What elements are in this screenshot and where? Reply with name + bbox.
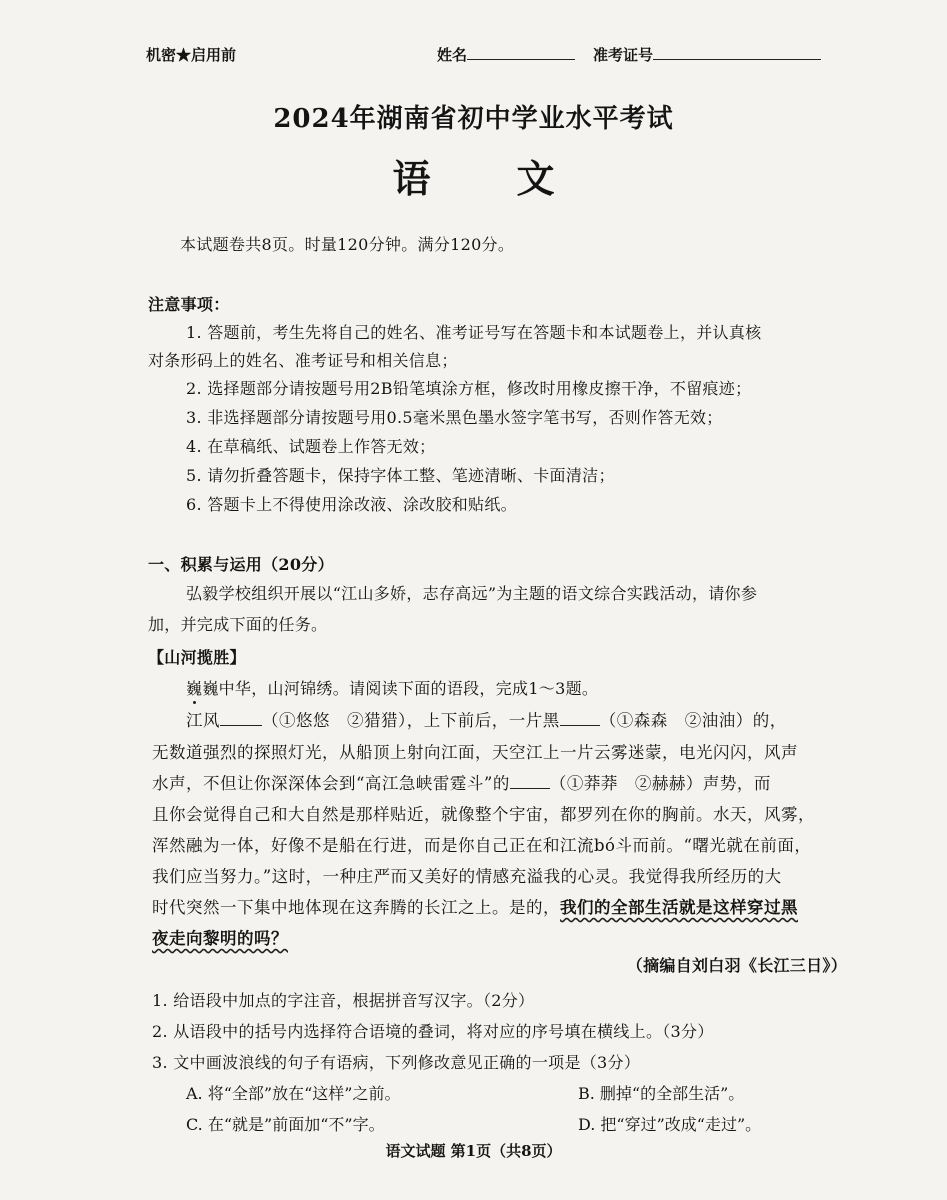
option-b: B. 删掉“的全部生活”。 bbox=[578, 1084, 745, 1103]
passage-source: （摘编自刘白羽《长江三日》） bbox=[626, 956, 847, 975]
exam-info: 本试题卷共8页。时量120分钟。满分120分。 bbox=[180, 235, 515, 254]
question-1: 1. 给语段中加点的字注音，根据拼音写汉字。（2分） bbox=[152, 991, 535, 1010]
name-field bbox=[437, 44, 575, 65]
passage-lead: 巍巍中华，山河锦绣。请阅读下面的语段，完成1～3题。 bbox=[186, 679, 599, 698]
blank-2 bbox=[560, 711, 600, 726]
notice-item: 对条形码上的姓名、准考证号和相关信息； bbox=[148, 351, 458, 370]
option-d: D. 把“穿过”改成“走过”。 bbox=[578, 1115, 762, 1134]
name-blank bbox=[467, 45, 575, 60]
question-2: 2. 从语段中的括号内选择符合语境的叠词，将对应的序号填在横线上。（3分） bbox=[152, 1022, 714, 1041]
subsection-heading: 【山河揽胜】 bbox=[148, 648, 246, 667]
option-c: C. 在“就是”前面加“不”字。 bbox=[186, 1115, 385, 1134]
passage-line bbox=[152, 925, 288, 949]
blank-3 bbox=[510, 774, 550, 789]
passage-line: 无数道强烈的探照灯光，从船顶上射向江面，天空江上一片云雾迷蒙，电光闪闪，风声 bbox=[152, 743, 798, 762]
passage-line: 浑然融为一体，好像不是船在行进，而是你自己正在和江流bó斗而前。“曙光就在前面， bbox=[152, 836, 812, 855]
notice-item: 2. 选择题部分请按题号用2B铅笔填涂方框，修改时用橡皮擦干净，不留痕迹； bbox=[186, 379, 752, 398]
wavy-sentence: 我们的全部生活就是这样穿过黑 bbox=[560, 898, 798, 917]
notice-item: 3. 非选择题部分请按题号用0.5毫米黑色墨水签字笔书写，否则作答无效； bbox=[186, 408, 723, 427]
name-label: 姓名 bbox=[437, 46, 468, 64]
passage-line: 时代突然一下集中地体现在这奔腾的长江之上。是的，我们的全部生活就是这样穿过黑 bbox=[152, 898, 798, 917]
page-footer: 语文试题 第1页（共8页） bbox=[385, 1142, 562, 1160]
notice-heading: 注意事项： bbox=[148, 295, 230, 314]
passage-line: 我们应当努力。”这时，一种庄严而又美好的情感充溢我的心灵。我觉得我所经历的大 bbox=[152, 867, 782, 886]
id-label: 准考证号 bbox=[593, 46, 654, 64]
section-heading: 一、积累与运用（20分） bbox=[148, 555, 334, 574]
passage-line: 且你会觉得自己和大自然是那样贴近，就像整个宇宙，都罗列在你的胸前。水天，风雾， bbox=[152, 805, 815, 824]
section-intro: 弘毅学校组织开展以“江山多娇，志存高远”为主题的语文综合实践活动，请你参 bbox=[186, 584, 758, 603]
notice-item: 6. 答题卡上不得使用涂改液、涂改胶和贴纸。 bbox=[186, 495, 517, 514]
option-a: A. 将“全部”放在“这样”之前。 bbox=[186, 1084, 401, 1103]
blank-1 bbox=[220, 711, 262, 726]
section-intro: 加，并完成下面的任务。 bbox=[148, 615, 328, 634]
wavy-sentence: 夜走向黎明的吗？ bbox=[152, 929, 288, 948]
id-field bbox=[593, 44, 821, 65]
id-blank bbox=[653, 45, 821, 60]
notice-item: 1. 答题前，考生先将自己的姓名、准考证号写在答题卡和本试题卷上，并认真核 bbox=[186, 323, 762, 342]
passage-line: 江风 （①悠悠 ②猎猎），上下前后，一片黑 （①森森 ②油油）的， bbox=[186, 711, 787, 730]
passage-line: 水声，不但让你深深体会到“高江急峡雷霆斗”的 （①莽莽 ②赫赫）声势，而 bbox=[152, 774, 771, 793]
notice-item: 5. 请勿折叠答题卡，保持字体工整、笔迹清晰、卡面清洁； bbox=[186, 466, 615, 485]
confidential-label: 机密★启用前 bbox=[146, 46, 237, 64]
notice-item: 4. 在草稿纸、试题卷上作答无效； bbox=[186, 437, 436, 456]
exam-title: 2024年湖南省初中学业水平考试 bbox=[273, 104, 674, 134]
subject-title: 语 文 bbox=[392, 156, 555, 201]
question-3: 3. 文中画波浪线的句子有语病，下列修改意见正确的一项是（3分） bbox=[152, 1053, 641, 1072]
